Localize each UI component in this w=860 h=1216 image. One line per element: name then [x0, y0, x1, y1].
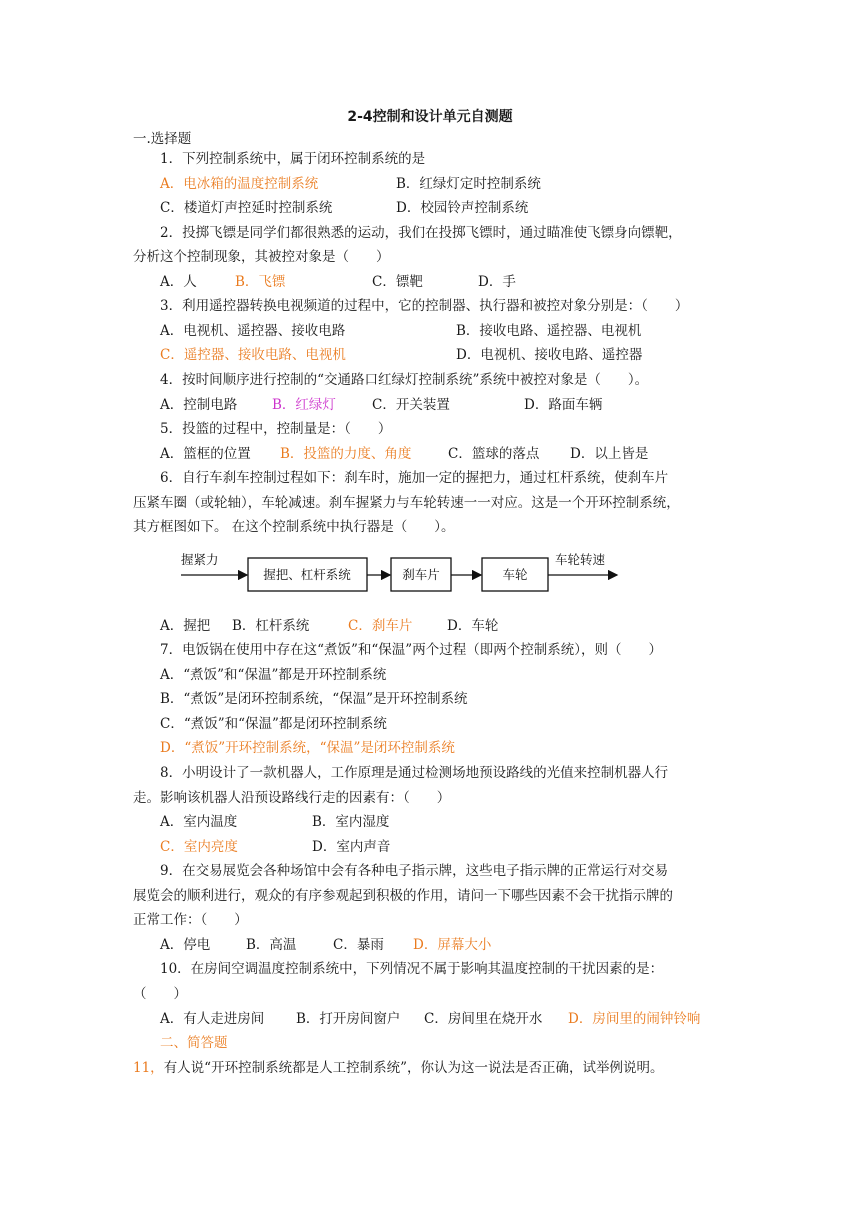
q6-option-b: B．杠杆系统	[232, 618, 310, 634]
diagram-output-label: 车轮转速	[555, 552, 606, 567]
q1-option-a: A．电冰箱的温度控制系统	[160, 176, 319, 192]
q7-option-c: C．“煮饭”和“保温”都是闭环控制系统	[160, 716, 387, 732]
q7-option-d: D．“煮饭”开环控制系统，“保温”是闭环控制系统	[160, 740, 455, 756]
question-9-stem-line1: 9．在交易展览会各种场馆中会有各种电子指示牌，这些电子指示牌的正常运行对交易	[160, 863, 669, 879]
brake-block-diagram	[175, 548, 635, 598]
question-3-stem: 3．利用遥控器转换电视频道的过程中，它的控制器、执行器和被控对象分别是：（ ）	[160, 298, 689, 314]
page-title: 2-4控制和设计单元自测题	[347, 109, 513, 125]
question-1-stem: 1．下列控制系统中，属于闭环控制系统的是	[160, 151, 426, 167]
q1-option-d: D．校园铃声控制系统	[396, 200, 529, 216]
q7-option-a: A．“煮饭”和“保温”都是开环控制系统	[160, 667, 387, 683]
section-short-answer-heading: 二、简答题	[160, 1035, 228, 1051]
q2-option-b: B．飞镖	[235, 274, 286, 290]
q2-option-c: C．镖靶	[372, 274, 423, 290]
box-brake-pad-label: 刹车片	[402, 567, 440, 582]
q10-option-c: C．房间里在烧开水	[424, 1011, 543, 1027]
q4-option-a: A．控制电路	[160, 397, 238, 413]
q3-option-d: D．电视机、接收电路、遥控器	[456, 347, 643, 363]
question-5-stem: 5．投篮的过程中，控制量是：（ ）	[160, 421, 392, 437]
q4-option-c: C．开关装置	[372, 397, 450, 413]
q6-option-c: C．刹车片	[348, 618, 413, 634]
question-9-stem-line2: 展览会的顺利进行，观众的有序参观起到积极的作用，请问一下哪些因素不会干扰指示牌的	[133, 888, 673, 904]
q1-option-b: B．红绿灯定时控制系统	[396, 176, 541, 192]
q8-option-c: C．室内亮度	[160, 839, 238, 855]
q3-option-c: C．遥控器、接收电路、电视机	[160, 347, 346, 363]
question-10-stem-line2: （ ）	[133, 986, 187, 1002]
question-11-number: 11，	[133, 1060, 164, 1076]
question-8-stem-line2: 走。影响该机器人沿预设路线行走的因素有：（ ）	[133, 790, 451, 806]
question-10-stem-line1: 10．在房间空调温度控制系统中，下列情况不属于影响其温度控制的干扰因素的是：	[160, 961, 664, 977]
q9-option-a: A．停电	[160, 937, 211, 953]
question-2-stem-line1: 2．投掷飞镖是同学们都很熟悉的运动，我们在投掷飞镖时，通过瞄准使飞镖身向镖靶，	[160, 225, 682, 241]
q5-option-c: C．篮球的落点	[448, 446, 540, 462]
question-6-stem-line2: 压紧车圈（或轮轴），车轮减速。刹车握紧力与车轮转速一一对应。这是一个开环控制系统，	[133, 495, 680, 511]
question-4-stem: 4．按时间顺序进行控制的“交通路口红绿灯控制系统”系统中被控对象是（ ）。	[160, 372, 649, 388]
diagram-input-label: 握紧力	[181, 552, 219, 567]
q2-option-d: D．手	[478, 274, 516, 290]
q1-option-c: C．楼道灯声控延时控制系统	[160, 200, 333, 216]
q5-option-b: B．投篮的力度、角度	[280, 446, 412, 462]
question-6-stem-line1: 6．自行车刹车控制过程如下：刹车时，施加一定的握把力，通过杠杆系统，使刹车片	[160, 470, 669, 486]
q2-option-a: A．人	[160, 274, 197, 290]
box-lever-system-label: 握把、杠杆系统	[263, 567, 351, 582]
q9-option-b: B．高温	[246, 937, 297, 953]
q8-option-a: A．室内温度	[160, 814, 238, 830]
section-choice-heading: 一.选择题	[133, 131, 192, 147]
q4-option-d: D．路面车辆	[524, 397, 603, 413]
question-11	[133, 1059, 664, 1077]
box-wheel-label: 车轮	[502, 567, 528, 582]
q8-option-d: D．室内声音	[312, 839, 391, 855]
q10-option-d: D．房间里的闹钟铃响	[568, 1011, 701, 1027]
q9-option-c: C．暴雨	[333, 937, 384, 953]
q7-option-b: B．“煮饭”是闭环控制系统，“保温”是开环控制系统	[160, 691, 468, 707]
question-2-stem-line2: 分析这个控制现象，其被控对象是（ ）	[133, 249, 390, 265]
q8-option-b: B．室内湿度	[312, 814, 390, 830]
question-8-stem-line1: 8．小明设计了一款机器人，工作原理是通过检测场地预设路线的光值来控制机器人行	[160, 765, 669, 781]
q6-option-a: A．握把	[160, 618, 211, 634]
question-7-stem: 7．电饭锅在使用中存在这“煮饭”和“保温”两个过程（即两个控制系统），则（ ）	[160, 642, 662, 658]
question-6-stem-line3: 其方框图如下。 在这个控制系统中执行器是（ ）。	[133, 519, 455, 535]
q5-option-d: D．以上皆是	[570, 446, 649, 462]
question-11-stem: 有人说“开环控制系统都是人工控制系统”，你认为这一说法是否正确，试举例说明。	[163, 1060, 664, 1076]
q6-option-d: D．车轮	[447, 618, 499, 634]
q4-option-b: B．红绿灯	[272, 397, 336, 413]
q3-option-a: A．电视机、遥控器、接收电路	[160, 323, 346, 339]
q10-option-b: B．打开房间窗户	[296, 1011, 401, 1027]
q3-option-b: B．接收电路、遥控器、电视机	[456, 323, 642, 339]
q9-option-d: D．屏幕大小	[413, 937, 492, 953]
q5-option-a: A．篮框的位置	[160, 446, 251, 462]
q10-option-a: A．有人走进房间	[160, 1011, 265, 1027]
question-9-stem-line3: 正常工作：（ ）	[133, 912, 248, 928]
